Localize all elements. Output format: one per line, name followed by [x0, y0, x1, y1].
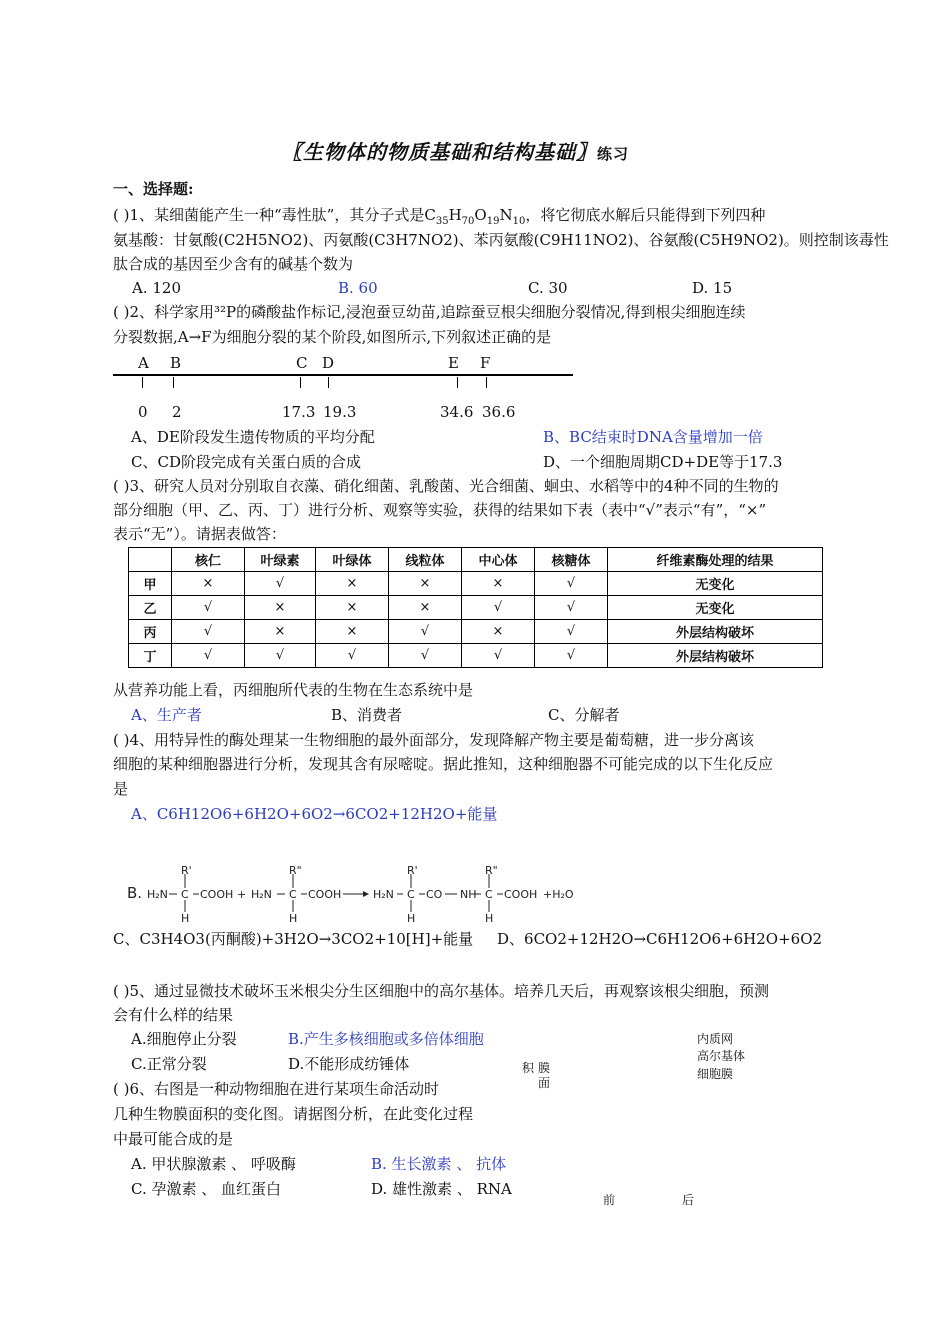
q2-line2: 分裂数据,A→F为细胞分裂的某个阶段,如图所示,下列叙述正确的是 — [113, 328, 552, 346]
ruler-tick — [486, 377, 487, 388]
table-cell: × — [389, 596, 462, 620]
svg-text:H: H — [407, 912, 416, 925]
q6-option-c: C. 孕激素 、 血红蛋白 — [131, 1180, 282, 1198]
q5-option-d: D.不能形成纺锤体 — [288, 1055, 410, 1073]
q6-option-a: A. 甲状腺激素 、 呼吸酶 — [131, 1155, 296, 1173]
svg-text:C: C — [407, 888, 415, 901]
figure-x-label-before: 前 — [603, 1193, 616, 1207]
ruler-value: 0 — [138, 403, 148, 421]
table-cell: 丙 — [129, 620, 172, 644]
ruler-tick — [173, 377, 174, 388]
table-cell: √ — [245, 644, 316, 668]
q4-line1: ( )4、用特异性的酶处理某一生物细胞的最外面部分，发现降解产物主要是葡萄糖，进一步分离该 — [113, 731, 755, 749]
q3-option-c: C、分解者 — [548, 706, 620, 724]
q6-option-b: B. 生长激素 、 抗体 — [371, 1155, 507, 1173]
svg-text:H: H — [181, 912, 190, 925]
figure-label-membrane: 细胞膜 — [697, 1067, 734, 1081]
svg-text:H₂N: H₂N — [147, 888, 168, 901]
table-header: 中心体 — [462, 548, 535, 572]
table-cell: × — [245, 620, 316, 644]
q3-option-b: B、消费者 — [331, 706, 403, 724]
q4-line3: 是 — [113, 780, 129, 798]
q4-option-a: A、C6H12O6+6H2O+6O2→6CO2+12H2O+能量 — [131, 805, 498, 823]
q6-option-d: D. 雄性激素 、 RNA — [371, 1180, 512, 1198]
q4-option-b-label: B. — [127, 884, 143, 902]
figure-axis-label: 面 — [538, 1076, 551, 1090]
table-header: 叶绿素 — [245, 548, 316, 572]
table-cell: √ — [389, 644, 462, 668]
figure-label-golgi: 高尔基体 — [697, 1049, 746, 1063]
q4-option-b — [127, 866, 587, 930]
svg-text:C: C — [181, 888, 189, 901]
figure-label-er: 内质网 — [697, 1032, 734, 1046]
table-header-row — [129, 548, 823, 572]
section-heading: 一、选择题: — [113, 180, 194, 198]
ruler-value: 17.3 — [282, 403, 316, 421]
peptide-reaction-diagram — [127, 866, 587, 926]
q3-option-a: A、生产者 — [131, 706, 202, 724]
table-cell: × — [462, 572, 535, 596]
table-cell: × — [316, 596, 389, 620]
ruler-tick — [142, 377, 143, 388]
svg-text:H: H — [289, 912, 298, 925]
figure-axis-label: 膜 — [538, 1061, 551, 1075]
q5-line1: ( )5、通过显微技术破坏玉米根尖分生区细胞中的高尔基体。培养几天后，再观察该根尖细胞，预测 — [113, 982, 770, 1000]
table-cell: 丁 — [129, 644, 172, 668]
svg-text:C: C — [485, 888, 493, 901]
q1-option-c: C. 30 — [528, 279, 568, 297]
ruler-tick — [328, 377, 329, 388]
ruler-letter-f: F — [480, 354, 491, 372]
table-cell: √ — [535, 620, 608, 644]
svg-text:R": R" — [289, 866, 302, 877]
svg-text:R': R' — [407, 866, 418, 877]
table-header: 叶绿体 — [316, 548, 389, 572]
q5-line2: 会有什么样的结果 — [113, 1006, 234, 1024]
table-row — [129, 572, 823, 596]
q2-option-b: B、BC结束时DNA含量增加一倍 — [543, 428, 763, 446]
table-row — [129, 596, 823, 620]
figure-x-label-after: 后 — [682, 1193, 695, 1207]
q5-option-c: C.正常分裂 — [131, 1055, 207, 1073]
table-cell: √ — [172, 596, 245, 620]
q1-line3: 肽合成的基因至少含有的碱基个数为 — [113, 255, 354, 273]
table-header: 核仁 — [172, 548, 245, 572]
ruler-letter-b: B — [170, 354, 182, 372]
table-cell: × — [389, 572, 462, 596]
svg-text:H₂N: H₂N — [251, 888, 272, 901]
table-cell: √ — [172, 620, 245, 644]
ruler-tick — [300, 377, 301, 388]
q1-option-a: A. 120 — [132, 279, 181, 297]
q5-option-b: B.产生多核细胞或多倍体细胞 — [288, 1030, 484, 1048]
svg-text:R': R' — [181, 866, 192, 877]
q1-option-d: D. 15 — [692, 279, 733, 297]
q4-line2: 细胞的某种细胞器进行分析，发现其含有尿嘧啶。据此推知，这种细胞器不可能完成的以下生化反应 — [113, 755, 774, 773]
ruler-value: 36.6 — [482, 403, 516, 421]
table-header — [129, 548, 172, 572]
table-cell: √ — [535, 596, 608, 620]
table-row — [129, 644, 823, 668]
table-cell: × — [316, 572, 389, 596]
q3-line2: 部分细胞（甲、乙、丙、丁）进行分析、观察等实验，获得的结果如下表（表中“√”表示“有”，“×” — [113, 501, 767, 519]
table-cell: √ — [535, 572, 608, 596]
q1-line2: 氨基酸：甘氨酸(C2H5NO2)、丙氨酸(C3H7NO2)、苯丙氨酸(C9H11NO2)、谷氨酸(C5H9NO2)。则控制该毒性 — [113, 231, 889, 249]
table-cell: 甲 — [129, 572, 172, 596]
table-cell: √ — [389, 620, 462, 644]
table-cell: × — [172, 572, 245, 596]
q3-line3: 表示“无”）。请据表做答： — [113, 525, 286, 543]
ruler-value: 19.3 — [323, 403, 357, 421]
ruler-letter-a: A — [138, 354, 149, 372]
ruler-value: 2 — [172, 403, 182, 421]
q2-option-a: A、DE阶段发生遗传物质的平均分配 — [131, 428, 375, 446]
table-cell: 外层结构破坏 — [608, 644, 823, 668]
table-cell: × — [245, 596, 316, 620]
q1-line1: ( )1、某细菌能产生一种“毒性肽”，其分子式是$C_{35}H_{70}O_{19}N_{10}$，将它彻底水解后只能得到下列四种 — [113, 206, 766, 227]
table-header: 纤维素酶处理的结果 — [608, 548, 823, 572]
table-cell: 无变化 — [608, 572, 823, 596]
figure-axis-label: 积 — [522, 1061, 535, 1075]
q3-line1: ( )3、研究人员对分别取自衣藻、硝化细菌、乳酸菌、光合细菌、蛔虫、水稻等中的4种不同的生物的 — [113, 477, 779, 495]
q2-option-c: C、CD阶段完成有关蛋白质的合成 — [131, 453, 361, 471]
ruler-letter-c: C — [296, 354, 308, 372]
ruler-tick — [457, 377, 458, 388]
svg-text:C: C — [289, 888, 297, 901]
svg-text:NH: NH — [460, 888, 477, 901]
page-title: 〖生物体的物质基础和结构基础〗练习 — [282, 140, 630, 164]
cell-comparison-table — [128, 547, 823, 668]
table-cell: √ — [535, 644, 608, 668]
table-cell: 外层结构破坏 — [608, 620, 823, 644]
q3-question: 从营养功能上看，丙细胞所代表的生物在生态系统中是 — [113, 681, 474, 699]
table-cell: 乙 — [129, 596, 172, 620]
q6-line3: 中最可能合成的是 — [113, 1130, 234, 1148]
ruler-letter-e: E — [448, 354, 459, 372]
svg-text:H₂N: H₂N — [373, 888, 394, 901]
q6-line2: 几种生物膜面积的变化图。请据图分析，在此变化过程 — [113, 1105, 474, 1123]
q1-option-b: B. 60 — [338, 279, 378, 297]
table-header: 核糖体 — [535, 548, 608, 572]
cell-cycle-axis — [113, 374, 573, 376]
table-cell: √ — [172, 644, 245, 668]
table-cell: × — [316, 620, 389, 644]
table-header: 线粒体 — [389, 548, 462, 572]
table-cell: √ — [316, 644, 389, 668]
svg-text:CO: CO — [426, 888, 443, 901]
svg-text:COOH: COOH — [308, 888, 342, 901]
svg-text:+H₂O: +H₂O — [543, 888, 574, 901]
q5-option-a: A.细胞停止分裂 — [131, 1030, 237, 1048]
ruler-letter-d: D — [322, 354, 335, 372]
q4-option-c: C、C3H4O3(丙酮酸)+3H2O→3CO2+10[H]+能量 — [113, 930, 474, 948]
svg-text:COOH: COOH — [504, 888, 538, 901]
q6-line1: ( )6、右图是一种动物细胞在进行某项生命活动时 — [113, 1080, 440, 1098]
q4-option-d: D、6CO2+12H2O→C6H12O6+6H2O+6O2 — [497, 930, 823, 948]
q2-option-d: D、一个细胞周期CD+DE等于17.3 — [543, 453, 783, 471]
table-cell: 无变化 — [608, 596, 823, 620]
svg-text:+: + — [237, 888, 247, 901]
svg-text:H: H — [485, 912, 494, 925]
svg-text:R": R" — [485, 866, 498, 877]
table-row — [129, 620, 823, 644]
ruler-value: 34.6 — [440, 403, 474, 421]
table-cell: × — [462, 620, 535, 644]
q2-line1: ( )2、科学家用³²P的磷酸盐作标记,浸泡蚕豆幼苗,追踪蚕豆根尖细胞分裂情况,得到根尖细胞连续 — [113, 303, 746, 321]
table-cell: √ — [462, 596, 535, 620]
table-cell: √ — [462, 644, 535, 668]
table-cell: √ — [245, 572, 316, 596]
svg-text:COOH: COOH — [200, 888, 234, 901]
